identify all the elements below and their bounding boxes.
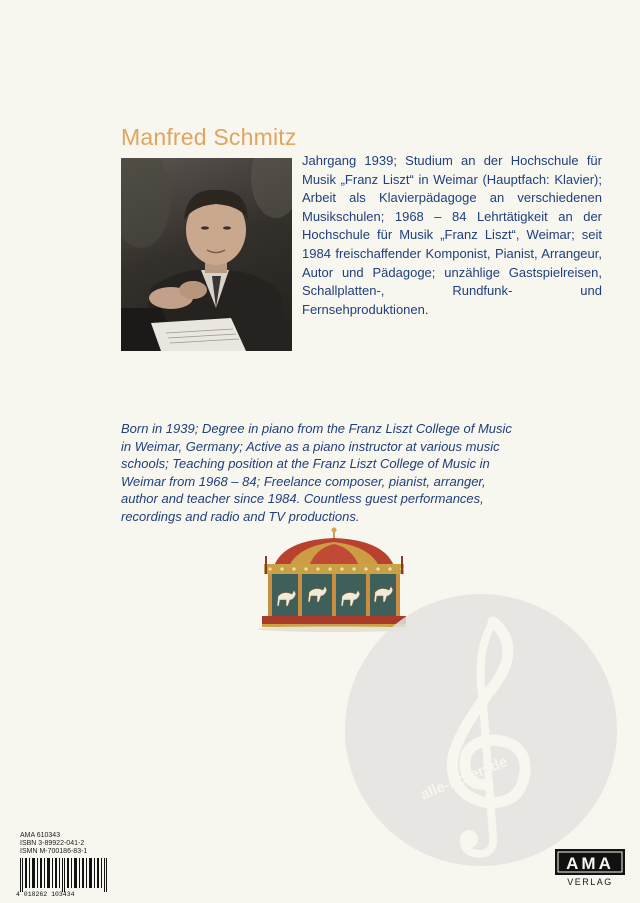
biography-german: Jahrgang 1939; Studium an der Hochschule für Musik „Franz Liszt“ in Weimar (Hauptfach: Klavier); Arbeit als Klavierpädagoge an verschiedenen Musikschulen; 1968 – 84 Lehrtätigkeit an der Hochschule für Musik „Franz Liszt“, Weimar; seit 1984 freischaffender Komponist, Pianist, Arrangeur, Autor und Pädagoge; unzählige Gastspielreisen, Schallplatten-, Rundfunk- und Fernsehproduktionen. bbox=[302, 153, 602, 317]
ama-code: AMA 610343 bbox=[20, 832, 61, 839]
publisher-name: VERLAG bbox=[567, 877, 613, 887]
author-name: Manfred Schmitz bbox=[121, 124, 297, 150]
isbn-code: ISBN 3-89922-041-2 bbox=[20, 840, 85, 848]
barcode bbox=[14, 858, 114, 898]
biography-english: Born in 1939; Degree in piano from the Franz Liszt College of Music in Weimar, Germany; Active as a piano instructor at various music schools; Teaching position at the Franz Liszt College of Music in Weimar from 1968 – 84; Freelance composer, pianist, arranger, author and teacher since 1984. Countless guest performances, recordings and radio and TV productions. bbox=[121, 421, 512, 524]
product-codes bbox=[20, 832, 87, 857]
barcode-number: 4 018262 103434 bbox=[16, 891, 75, 898]
author-photo bbox=[121, 158, 292, 351]
treble-clef-watermark bbox=[343, 592, 619, 868]
ismn-code: ISMN M-700186-83-1 bbox=[20, 848, 88, 856]
svg-text:AMA: AMA bbox=[566, 854, 614, 873]
watermark-text: alle-noten.de bbox=[418, 753, 511, 804]
